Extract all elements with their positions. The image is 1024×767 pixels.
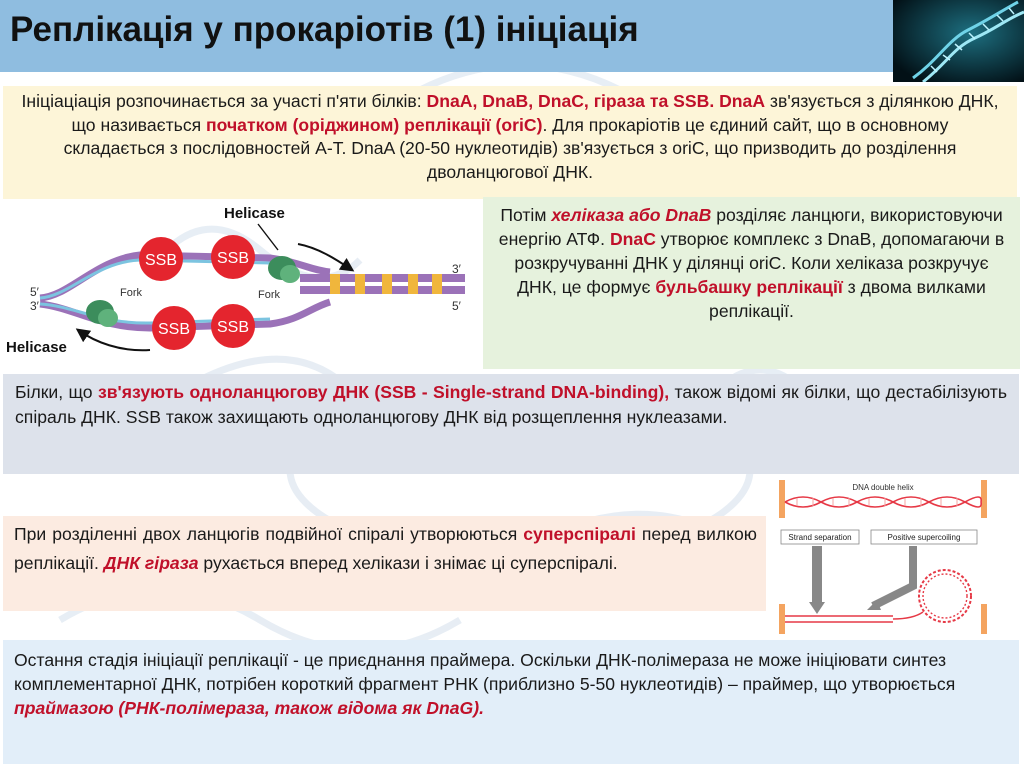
page-title: Реплікація у прокаріотів (1) ініціація — [10, 10, 639, 49]
helicase-text-3: утворює комплекс з DnaB, допомагаючи в розкручуванні ДНК у ділянці oriC. Коли хеліказа розкручує ДНК, це формує — [514, 229, 1005, 297]
gyrase-text-2: перед вилкою реплікації. — [14, 524, 757, 573]
intro-text-box — [3, 86, 1017, 199]
replication-fork-figure — [0, 200, 480, 370]
helicase-term: хеліказа або DnaB — [551, 205, 712, 225]
dna-logo — [893, 0, 1024, 82]
dnac-term: DnaC — [609, 229, 656, 249]
helicase-text-box — [483, 197, 1020, 369]
ssb-circle-3 — [152, 306, 196, 350]
strand-separation-label: Strand separation — [788, 533, 852, 542]
intro-text-2: зв'язується з ділянкою ДНК, що називається — [71, 91, 999, 135]
supercoiling-figure — [773, 476, 993, 636]
ssb-text-2: також відомі як білки, що дестабілізують спіраль ДНК. SSB також захищають одноланцюгову ДНК від розщеплення нуклеазами. — [15, 382, 1007, 427]
gyrase-term: ДНК гіраза — [103, 553, 199, 573]
helicase-pointer — [258, 224, 278, 250]
primer-text-box — [3, 640, 1019, 764]
intro-proteins: DnaA, DnaB, DnaC, гіраза та SSB. DnaA — [426, 91, 766, 111]
label-5prime-left: 5′ — [30, 285, 39, 299]
bubble-term: бульбашку реплікації — [655, 277, 843, 297]
positive-supercoiling-label: Positive supercoiling — [887, 533, 961, 542]
ssb-circle-4 — [211, 304, 255, 348]
intro-text-3: . Для прокаріотів це єдиний сайт, що в основному складається з послідовностей А-Т. DnaA (20-50 нуклеотидів) зв'язується з oriC, що призводить до розділення дволанцюгової ДНК. — [63, 114, 957, 182]
ssb-text-1: Білки, що — [15, 382, 98, 402]
direction-arrow-left — [78, 330, 150, 350]
helix-label: DNA double helix — [852, 483, 914, 492]
helicase-text-2: розділяє ланцюги, використовуючи енергію АТФ. — [498, 205, 1003, 249]
ssb-circle-1 — [139, 237, 183, 281]
gyrase-text-1: При розділенні двох ланцюгів подвійної спіралі утворюються — [14, 524, 524, 544]
helicase-text-1: Потім — [500, 205, 552, 225]
ssb-circle-2 — [211, 235, 255, 279]
gyrase-text-box — [3, 516, 766, 611]
primase-term: праймазою (РНК-полімераза, також відома як DnaG). — [14, 698, 484, 718]
svg-text:SSB: SSB — [216, 250, 250, 267]
svg-text:SSB: SSB — [157, 321, 191, 338]
supercoil-term: суперспіралі — [523, 524, 636, 544]
intro-text-1: Ініціаціація розпочинається за участі п'яти білків: — [21, 91, 427, 111]
svg-text:SSB: SSB — [216, 319, 250, 336]
dna-helix-icon — [893, 0, 1024, 82]
helicase-bottom-shape — [86, 300, 118, 327]
helicase-top-label: Helicase — [224, 205, 285, 222]
ssb-term: зв'язують одноланцюгову ДНК (SSB - Single-strand DNA-binding), — [98, 382, 670, 402]
label-3prime-right: 3′ — [452, 262, 461, 276]
label-5prime-right: 5′ — [452, 299, 461, 313]
ssb-text-box — [3, 374, 1019, 474]
helicase-bottom-label: Helicase — [6, 339, 67, 356]
svg-text:SSB: SSB — [144, 252, 178, 269]
fork-label-left: Fork — [120, 287, 142, 299]
gyrase-text-3: рухається вперед хелікази і знімає ці суперспіралі. — [198, 553, 618, 573]
fork-label-right: Fork — [258, 289, 280, 301]
primer-text-1: Остання стадія ініціації реплікації - це приєднання праймера. Оскільки ДНК-полімераза не може ініціювати синтез комплементарної ДНК, потрібен короткий фрагмент РНК (приблизно 5-50 нуклеотидів) – праймер, що утворюється — [14, 650, 956, 694]
helicase-text-4: з двома вилками реплікації. — [709, 277, 986, 321]
label-3prime-left: 3′ — [30, 299, 39, 313]
intro-oric: початком (оріджином) реплікації (oriC) — [206, 114, 543, 135]
title-bar — [0, 0, 893, 72]
